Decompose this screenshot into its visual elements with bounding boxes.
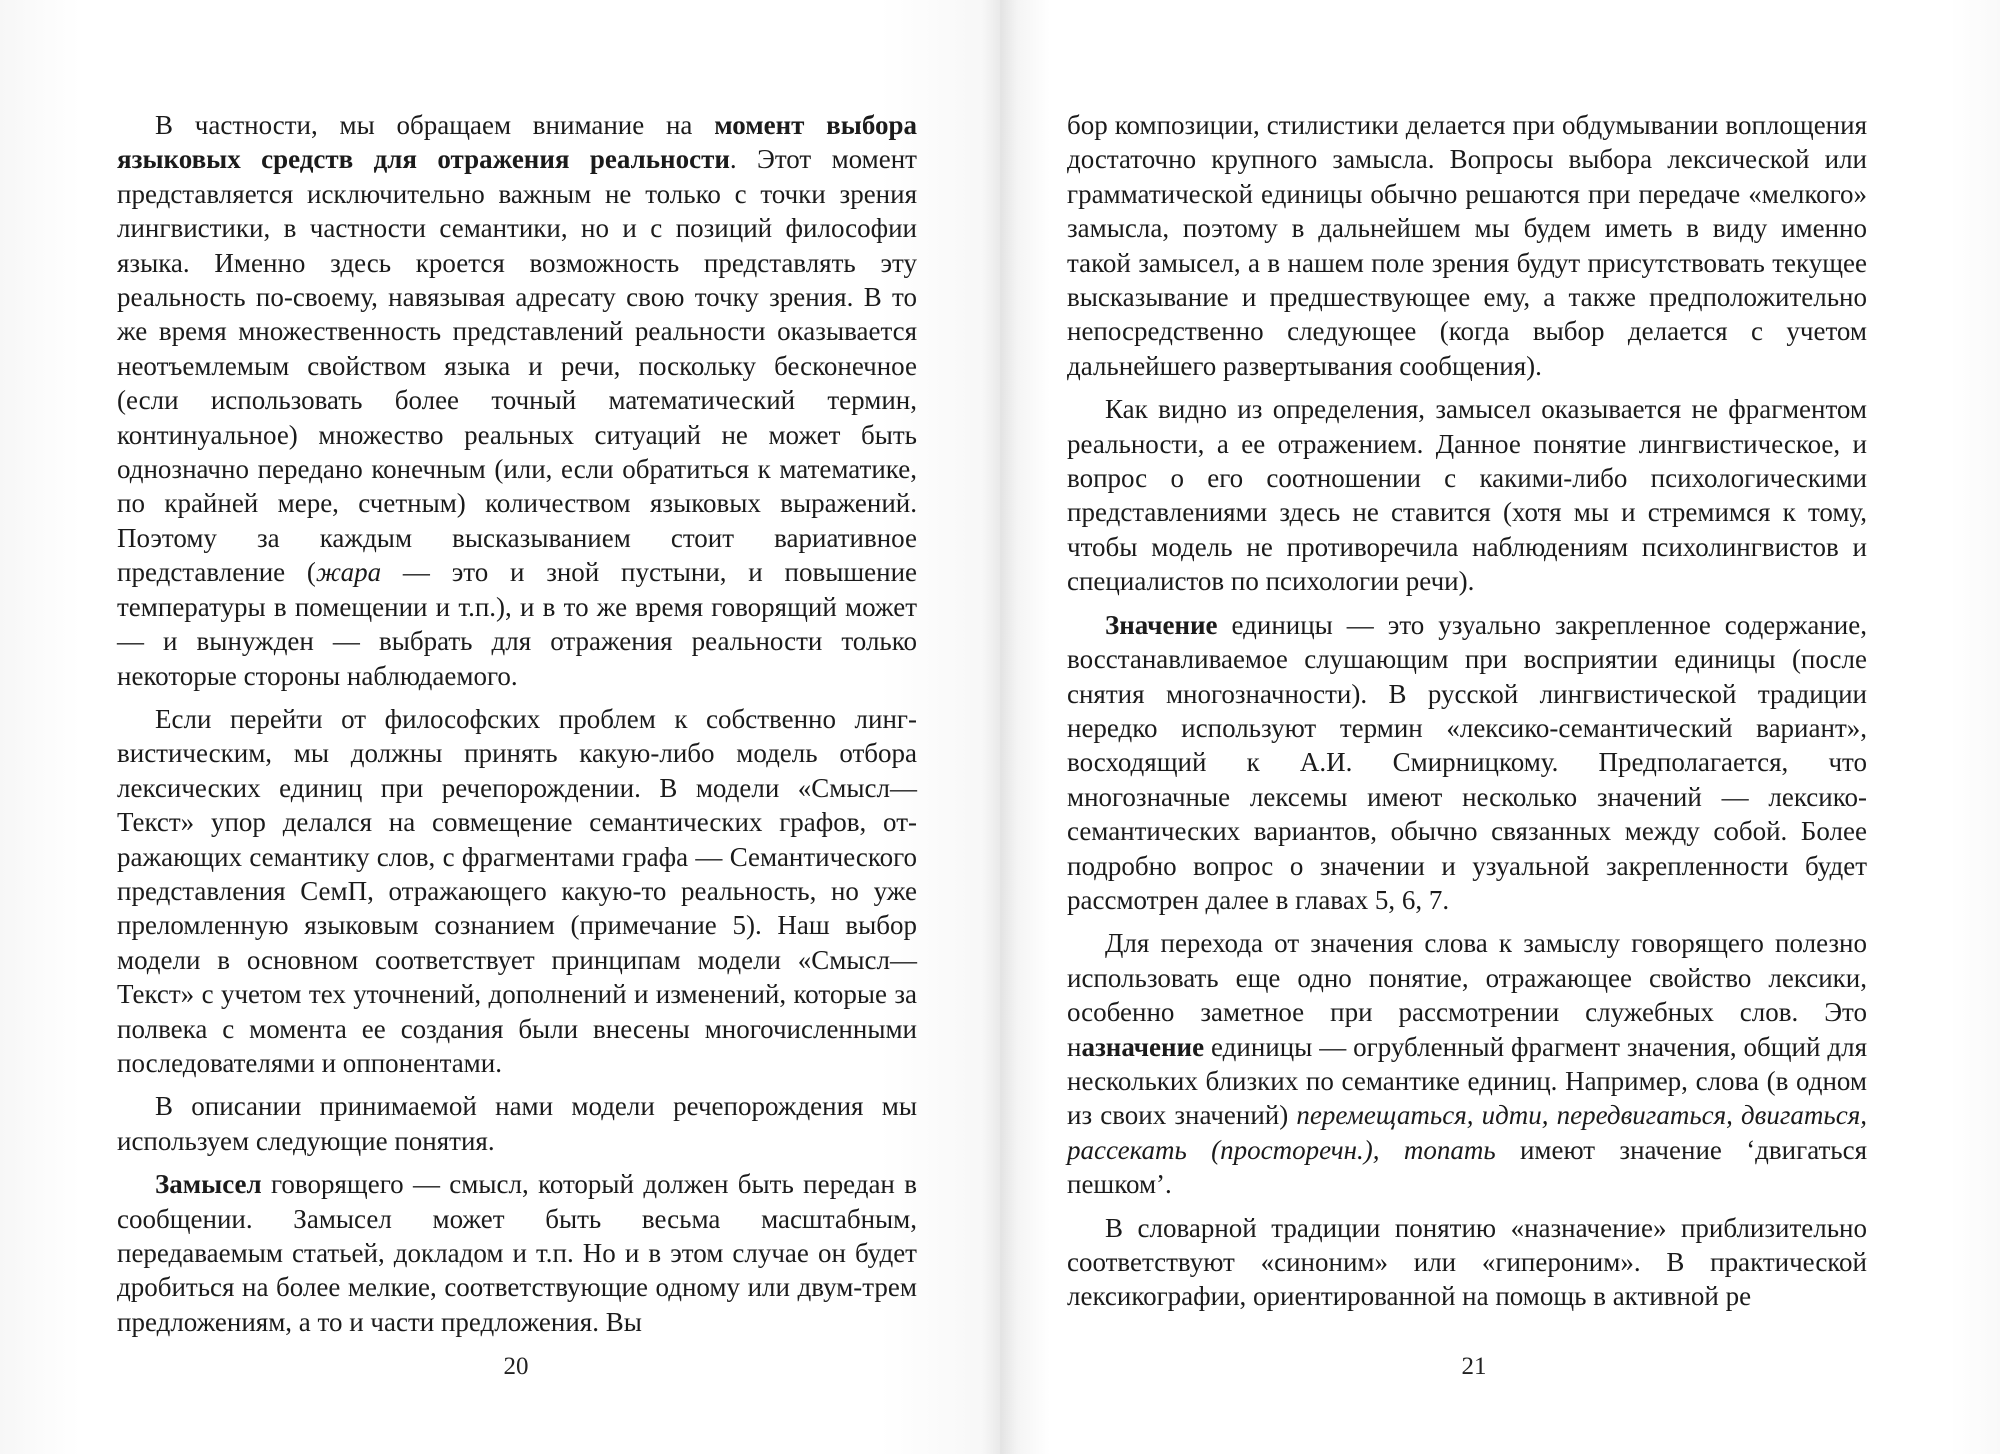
text-run: В частности, мы обращаем внимание на (155, 110, 715, 140)
right-page-text (1067, 108, 1867, 1314)
right-page (1000, 0, 2000, 1454)
text-run: бор композиции, стилистики делается при обдумывании воплощения достаточно крупного замысла. Вопросы выбора лексической или грамматической единицы обычно решаются при передаче «мелкого» замысла, поэтому в дальнейшем мы будем иметь в виду именно такой замысел, а в нашем поле зрения будут присутствовать текущее высказывание и предшествующее ему, а также предположительно непосредственно следующее (когда выбор делается с учетом дальнейшего развертывания сообщения). (1067, 110, 1867, 381)
text-run: единицы — огрубленный фрагмент значения, общий для нескольких близких по семантике единиц. Например, слова (в одном из своих значений) (1067, 1031, 1867, 1131)
paragraph (1067, 608, 1867, 918)
paragraph (117, 1089, 917, 1158)
text-run: говорящего — смысл, который должен быть передан в сообщении. Замысел может быть весьма масштабным, передаваемым статьей, докладом и т.п. Но и в этом случае он будет дробиться на более мелкие, соответствующие одному или двум-трем предложениям, а то и части предложения. Вы (117, 1169, 917, 1337)
paragraph (1067, 926, 1867, 1201)
bold-term: Замысел (155, 1169, 262, 1200)
paragraph (1067, 392, 1867, 598)
page-number: 20 (503, 1353, 529, 1380)
paragraph (117, 702, 917, 1080)
paragraph (117, 108, 917, 693)
paragraph (117, 1167, 917, 1339)
italic-term: жара (315, 557, 382, 588)
page-number: 21 (1461, 1353, 1487, 1380)
bold-term: Значение (1105, 609, 1218, 640)
text-run: — это и зной пустыни, и повышение температуры в помещении и т.п.), и в то же время говорящий может — и вынужден — выбрать для отражения реальности только некоторые стороны наблюдаемого. (117, 557, 918, 691)
left-page-text (117, 108, 917, 1339)
italic-term: перемещаться, идти, передвигаться, двигаться, рассекать (просторечн.), топать (1067, 1100, 1867, 1165)
text-run: В словарной традиции понятию «назначение» приблизительно соответствуют «синоним» или «гипероним». В практической лексикографии, ориентированной на помощь в активной ре (1067, 1212, 1867, 1312)
text-run: Как видно из определения, замысел оказывается не фрагментом реальности, а ее отражением. Данное понятие лингвистическое, и вопрос о его соотношении с какими-либо психологическими представлениями здесь не ставится (хотя мы и стремимся к тому, чтобы модель не противоречила наблюдениям психолингвистов и специалистов по психологии речи). (1067, 394, 1867, 597)
paragraph (1067, 1211, 1867, 1314)
paragraph (1067, 108, 1867, 383)
text-run: единицы — это узуально закрепленное содержание, восстанавливаемое слушающим при восприятии единицы (после снятия многозначности). В русской лингвистической традиции нередко используют термин «лексико-семантический вариант», восходящий к А.И. Смирницкому. Предполагается, что многозначные лексемы имеют несколько значений — лексикосемантических вариантов, обычно связанных между собой. Более подробно вопрос о значении и узуальной закрепленности будет рассмотрен далее в главах 5, 6, 7. (1067, 609, 1867, 915)
bold-term: азначение (1081, 1031, 1205, 1062)
text-run: В описании принимаемой нами модели речепорождения мы используем следующие понятия. (117, 1091, 917, 1156)
text-run: имеют значение ‘двигаться пешком’. (1067, 1134, 1867, 1200)
book-gutter-shadow (982, 0, 1018, 1454)
text-run: Для перехода от значения слова к замыслу говорящего полезно использовать еще одно понятие, отражающее свойство лексики, особенно заметное при рассмотрении служебных слов. Это н (1067, 928, 1867, 1062)
text-run: . Этот момент представляется исключительно важным не только с точки зрения лингвистики, в частности семантики, но и с позиций философии языка. Именно здесь кроется возможность представлять эту реальность по-своему, навязывая адресату свою точку зрения. В то же время множественность представлений реальности оказывается неотъемлемым свойством языка и речи, поскольку бесконечное (если использовать более точный математический термин, континуальное) множество реальных ситуаций не может быть однозначно передано конечным (или, если обратиться к математике, по крайней мере, счетным) количеством языковых выражений. Поэтому за каждым высказыванием стоит вариативное представление ( (117, 144, 917, 588)
bold-term: момент выбора языковых средств для отражения реальности (117, 110, 917, 175)
text-run: Если перейти от философских проблем к собственно лингвистическим, мы должны принять какую-либо модель отбора лексических единиц при речепорождении. В модели «Смысл—Текст» упор делался на совмещение семантических графов, отражающих семантику слов, с фрагментами графа — Семантического представления СемП, отражающего какую-то реальность, но уже преломленную языковым сознанием (примечание 5). Наш выбор модели в основном соответствует принципам модели «Смысл—Текст» с учетом тех уточнений, дополнений и изменений, которые за полвека с момента ее создания были внесены многочисленными последователями и оппонентами. (117, 703, 917, 1078)
